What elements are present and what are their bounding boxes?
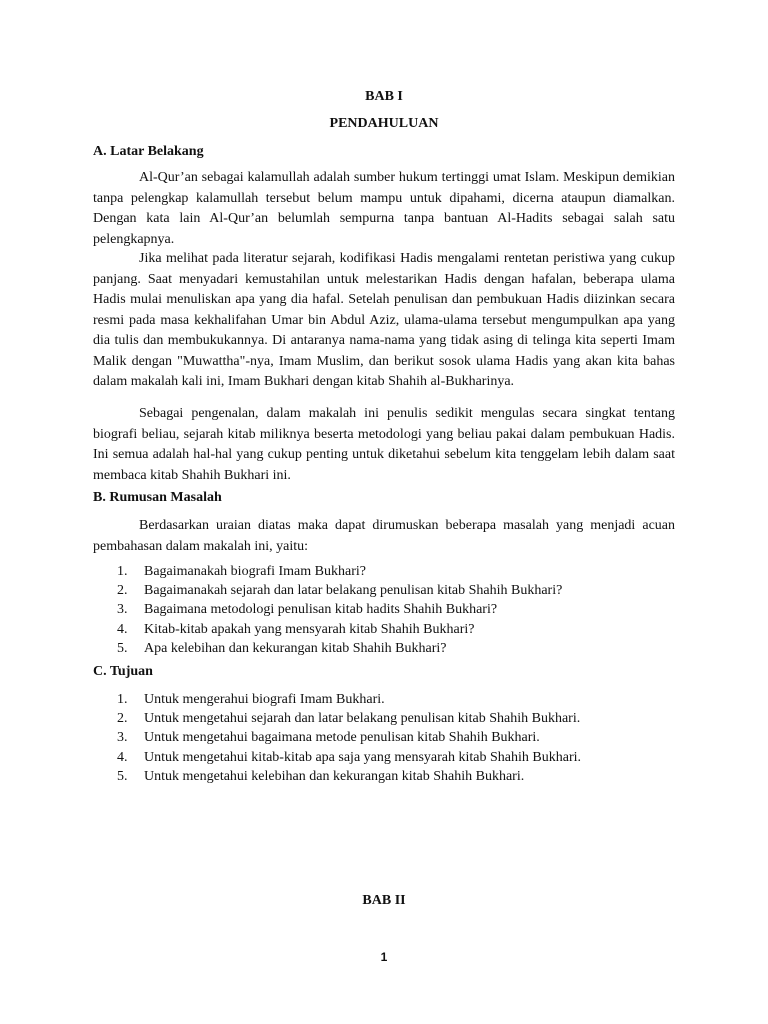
list-text: Untuk mengetahui kelebihan dan kekurangan kitab Shahih Bukhari. (144, 768, 525, 784)
list-number: 4. (117, 749, 128, 765)
list-item (93, 748, 675, 767)
chapter-title: BAB I (365, 89, 403, 104)
list-item (93, 690, 675, 709)
chapter-2-title: BAB II (362, 893, 406, 908)
paragraph-b-intro: Berdasarkan uraian diatas maka dapat dirumuskan beberapa masalah yang menjadi acuan pembahasan dalam makalah ini, yaitu: (93, 518, 675, 554)
list-text: Untuk mengetahui bagaimana metode penulisan kitab Shahih Bukhari. (144, 730, 540, 746)
list-item (93, 581, 675, 600)
list-number: 3. (117, 602, 128, 618)
list-item (93, 728, 675, 747)
page-number: 1 (380, 950, 388, 964)
list-number: 3. (117, 730, 128, 746)
list-number: 2. (117, 583, 128, 599)
list-number: 4. (117, 621, 128, 637)
list-text: Untuk mengerahui biografi Imam Bukhari. (144, 692, 385, 707)
section-b-heading: B. Rumusan Masalah (93, 490, 222, 505)
list-item (93, 620, 675, 639)
list-number: 2. (117, 711, 128, 727)
section-a-heading: A. Latar Belakang (93, 144, 204, 159)
list-text: Bagaimanakah biografi Imam Bukhari? (144, 564, 366, 579)
list-text: Bagaimanakah sejarah dan latar belakang penulisan kitab Shahih Bukhari? (144, 583, 563, 599)
paragraph-a1: Al-Qur’an sebagai kalamullah adalah sumber hukum tertinggi umat Islam. Meskipun demikian tanpa pelengkap kalamullah tersebut belum mampu untuk dipahami, dicerna ataupun diamalkan. Dengan kata lain Al-Qur’an belumlah sempurna tanpa bantuan Al-Hadits sebagai salah satu pelengkapnya. (93, 170, 675, 247)
list-number: 5. (117, 640, 128, 656)
list-item (93, 709, 675, 728)
list-text: Untuk mengetahui sejarah dan latar belakang penulisan kitab Shahih Bukhari. (144, 711, 581, 727)
chapter-subtitle: PENDAHULUAN (329, 116, 439, 131)
list-text: Bagaimana metodologi penulisan kitab hadits Shahih Bukhari? (144, 602, 498, 618)
paragraph-a2: Jika melihat pada literatur sejarah, kodifikasi Hadis mengalami rentetan peristiwa yang cukup panjang. Saat menyadari kemustahilan untuk melestarikan Hadis dengan hafalan, beberapa ulama Hadis mulai menuliskan apa yang dia hafal. Setelah penulisan dan pembukuan Hadis diizinkan secara resmi pada masa kekhalifahan Umar bin Abdul Aziz, ulama-ulama tersebut mengumpulkan apa yang dia tulis dan membukukannya. Di antaranya nama-nama yang tidak asing di telinga kita seperti Imam Malik dengan "Muwattha"-nya, Imam Muslim, dan berikut sosok ulama Hadis yang akan kita bahas dalam makalah kali ini, Imam Bukhari dengan kitab Shahih al-Bukharinya. (93, 251, 675, 389)
problem-list (93, 562, 675, 658)
list-number: 1. (117, 692, 128, 707)
list-text: Apa kelebihan dan kekurangan kitab Shahih Bukhari? (144, 640, 447, 656)
list-item (93, 600, 675, 619)
list-item (93, 562, 675, 581)
list-text: Untuk mengetahui kitab-kitab apa saja yang mensyarah kitab Shahih Bukhari. (144, 749, 581, 765)
list-number: 5. (117, 768, 128, 784)
list-item (93, 767, 675, 786)
objective-list (93, 690, 675, 786)
list-number: 1. (117, 564, 128, 579)
list-text: Kitab-kitab apakah yang mensyarah kitab Shahih Bukhari? (144, 621, 475, 637)
list-item (93, 639, 675, 658)
paragraph-a3: Sebagai pengenalan, dalam makalah ini penulis sedikit mengulas secara singkat tentang biografi beliau, sejarah kitab miliknya beserta metodologi yang beliau pakai dalam pembukuan Hadis. Ini semua adalah hal-hal yang cukup penting untuk diketahui sebelum kita tenggelam lebih dalam saat membaca kitab Shahih Bukhari ini. (93, 406, 675, 483)
section-c-heading: C. Tujuan (93, 664, 153, 679)
